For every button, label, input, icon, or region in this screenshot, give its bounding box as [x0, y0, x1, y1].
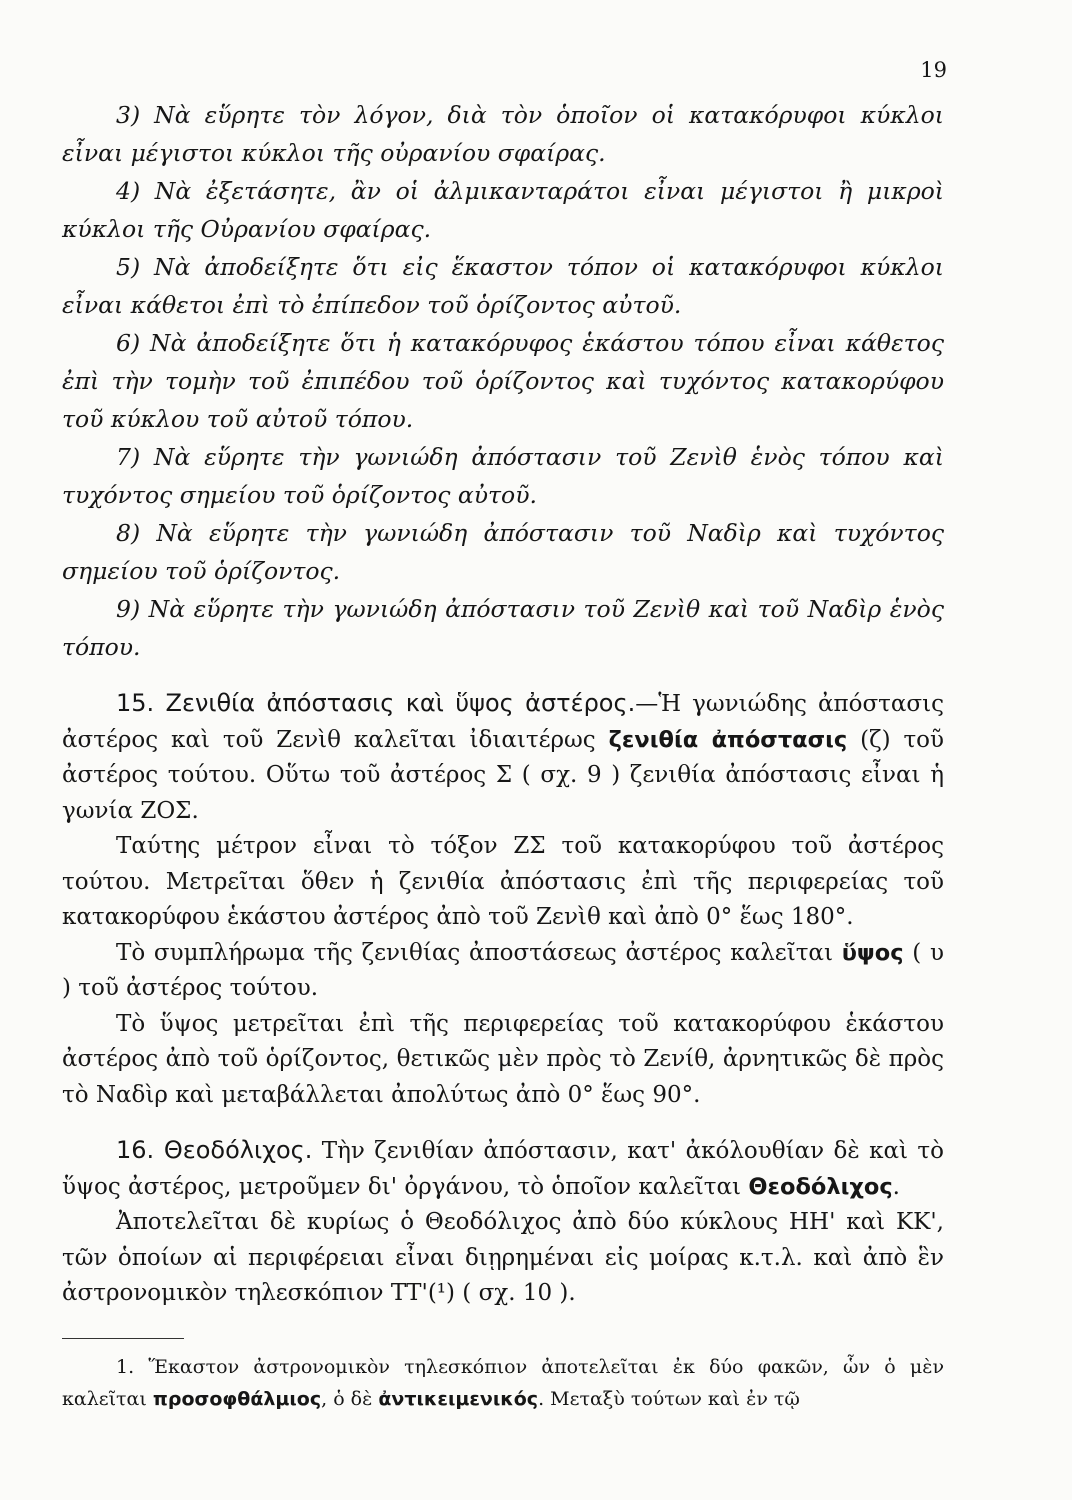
page-number: 19 [920, 58, 947, 82]
section-15-paragraph-4: Τὸ ὕψος μετρεῖται ἐπὶ τῆς περιφερείας τοῦ κατακορύφου ἑκάστου ἀστέρος ἀπὸ τοῦ ὁρίζοντος, θετικῶς μὲν πρὸς τὸ Ζενίθ, ἀρνητικῶς δὲ πρὸς τὸ Ναδὶρ καὶ μεταβάλλεται ἀπολύτως ἀπὸ 0° ἕως 90°. [62, 1010, 944, 1108]
section-16-text: Τὴν ζενιθίαν ἀπόστασιν, κατ' ἀκόλουθίαν δὲ καὶ τὸ ὕψος ἀστέρος, μετροῦμεν δι' ὀργάνου, τὸ ὁποῖον καλεῖται [62, 1138, 944, 1200]
section-15-text: ( υ ) τοῦ ἀστέρος τούτου. [62, 939, 944, 1001]
term-objective: ἀντικειμενικός [378, 1387, 539, 1410]
section-15-paragraph-2: Ταύτης μέτρον εἶναι τὸ τόξον ΖΣ τοῦ κατακορύφου τοῦ ἀστέρος τούτου. Μετρεῖται ὅθεν ἡ ζενιθία ἀπόστασις ἐπὶ τῆς περιφερείας τοῦ κατακορύφου ἑκάστου ἀστέρος ἀπὸ τοῦ Ζενὶθ καὶ ἀπὸ 0° ἕως 180°. [62, 833, 944, 930]
term-zenith-distance: ζενιθία ἀπόστασις [608, 726, 848, 753]
section-16-heading: 16. Θεοδόλιχος. [116, 1136, 313, 1164]
term-theodolite: Θεοδόλιχος [748, 1173, 893, 1200]
section-16-text: . [892, 1173, 900, 1200]
exercise-6: 6) Νὰ ἀποδείξητε ὅτι ἡ κατακόρυφος ἑκάστου τόπου εἶναι κάθετος ἐπὶ τὴν τομὴν τοῦ ἐπιπέδου τοῦ ὁρίζοντος καὶ τυχόντος κατακορύφου τοῦ κύκλου τοῦ αὐτοῦ τόπου. [62, 329, 944, 433]
section-15 [62, 686, 944, 1113]
page-content [62, 96, 944, 1415]
footnote [62, 1351, 944, 1415]
exercise-4: 4) Νὰ ἐξετάσητε, ἂν οἱ ἀλμικανταράτοι εἶναι μέγιστοι ἢ μικροὶ κύκλοι τῆς Οὐρανίου σφαίρας. [62, 177, 944, 243]
exercise-9: 9) Νὰ εὕρητε τὴν γωνιώδη ἀπόστασιν τοῦ Ζενὶθ καὶ τοῦ Ναδὶρ ἑνὸς τόπου. [62, 595, 944, 661]
section-16-paragraph-1 [62, 1133, 944, 1205]
section-16 [62, 1133, 944, 1312]
section-15-text: —Ἡ γωνιώδης ἀπόστασις ἀστέρος καὶ τοῦ Ζενὶθ καλεῖται ἰδιαιτέρως [62, 691, 945, 753]
footnote-text: , ὁ δὲ [321, 1387, 379, 1410]
section-15-text: Τὸ συμπλήρωμα τῆς ζενιθίας ἀποστάσεως ἀστέρος καλεῖται [116, 939, 842, 966]
footnote-text: 1. Ἕκαστον ἀστρονομικὸν τηλεσκόπιον ἀποτελεῖται ἐκ δύο φακῶν, ὧν ὁ μὲν καλεῖται [62, 1355, 944, 1410]
exercise-list [62, 96, 944, 666]
term-eyepiece: προσοφθάλμιος [152, 1387, 322, 1410]
section-16-paragraph-2: Ἀποτελεῖται δὲ κυρίως ὁ Θεοδόλιχος ἀπὸ δύο κύκλους ΗΗ' καὶ ΚΚ', τῶν ὁποίων αἱ περιφέρειαι εἶναι διῃρημέναι εἰς μοίρας κ.τ.λ. καὶ ἀπὸ ἓν ἀστρονομικὸν τηλεσκόπιον ΤΤ'(¹) ( σχ. 10 ). [62, 1209, 944, 1306]
footnote-text: . Μεταξὺ τούτων καὶ ἐν τῷ [538, 1387, 800, 1410]
exercise-7: 7) Νὰ εὕρητε τὴν γωνιώδη ἀπόστασιν τοῦ Ζενὶθ ἑνὸς τόπου καὶ τυχόντος σημείου τοῦ ὁρίζοντος αὐτοῦ. [62, 443, 944, 509]
exercise-5: 5) Νὰ ἀποδείξητε ὅτι εἰς ἕκαστον τόπον οἱ κατακόρυφοι κύκλοι εἶναι κάθετοι ἐπὶ τὸ ἐπίπεδον τοῦ ὁρίζοντος αὐτοῦ. [62, 253, 944, 319]
exercise-8: 8) Νὰ εὕρητε τὴν γωνιώδη ἀπόστασιν τοῦ Ναδὶρ καὶ τυχόντος σημείου τοῦ ὁρίζοντος. [62, 519, 944, 585]
exercise-3: 3) Νὰ εὕρητε τὸν λόγον, διὰ τὸν ὁποῖον οἱ κατακόρυφοι κύκλοι εἶναι μέγιστοι κύκλοι τῆς οὐρανίου σφαίρας. [62, 101, 944, 167]
term-altitude: ὕψος [841, 939, 904, 966]
section-15-paragraph-1 [62, 686, 944, 829]
section-15-paragraph-3 [62, 936, 944, 1007]
section-15-heading: 15. Ζενιθία ἀπόστασις καὶ ὕψος ἀστέρος. [116, 689, 636, 717]
section-15-text: (ζ) τοῦ ἀστέρος τούτου. Οὕτω τοῦ ἀστέρος Σ ( σχ. 9 ) ζενιθία ἀπόστασις εἶναι ἡ γωνία ΖΟΣ. [62, 726, 944, 824]
footnote-divider [62, 1338, 184, 1339]
